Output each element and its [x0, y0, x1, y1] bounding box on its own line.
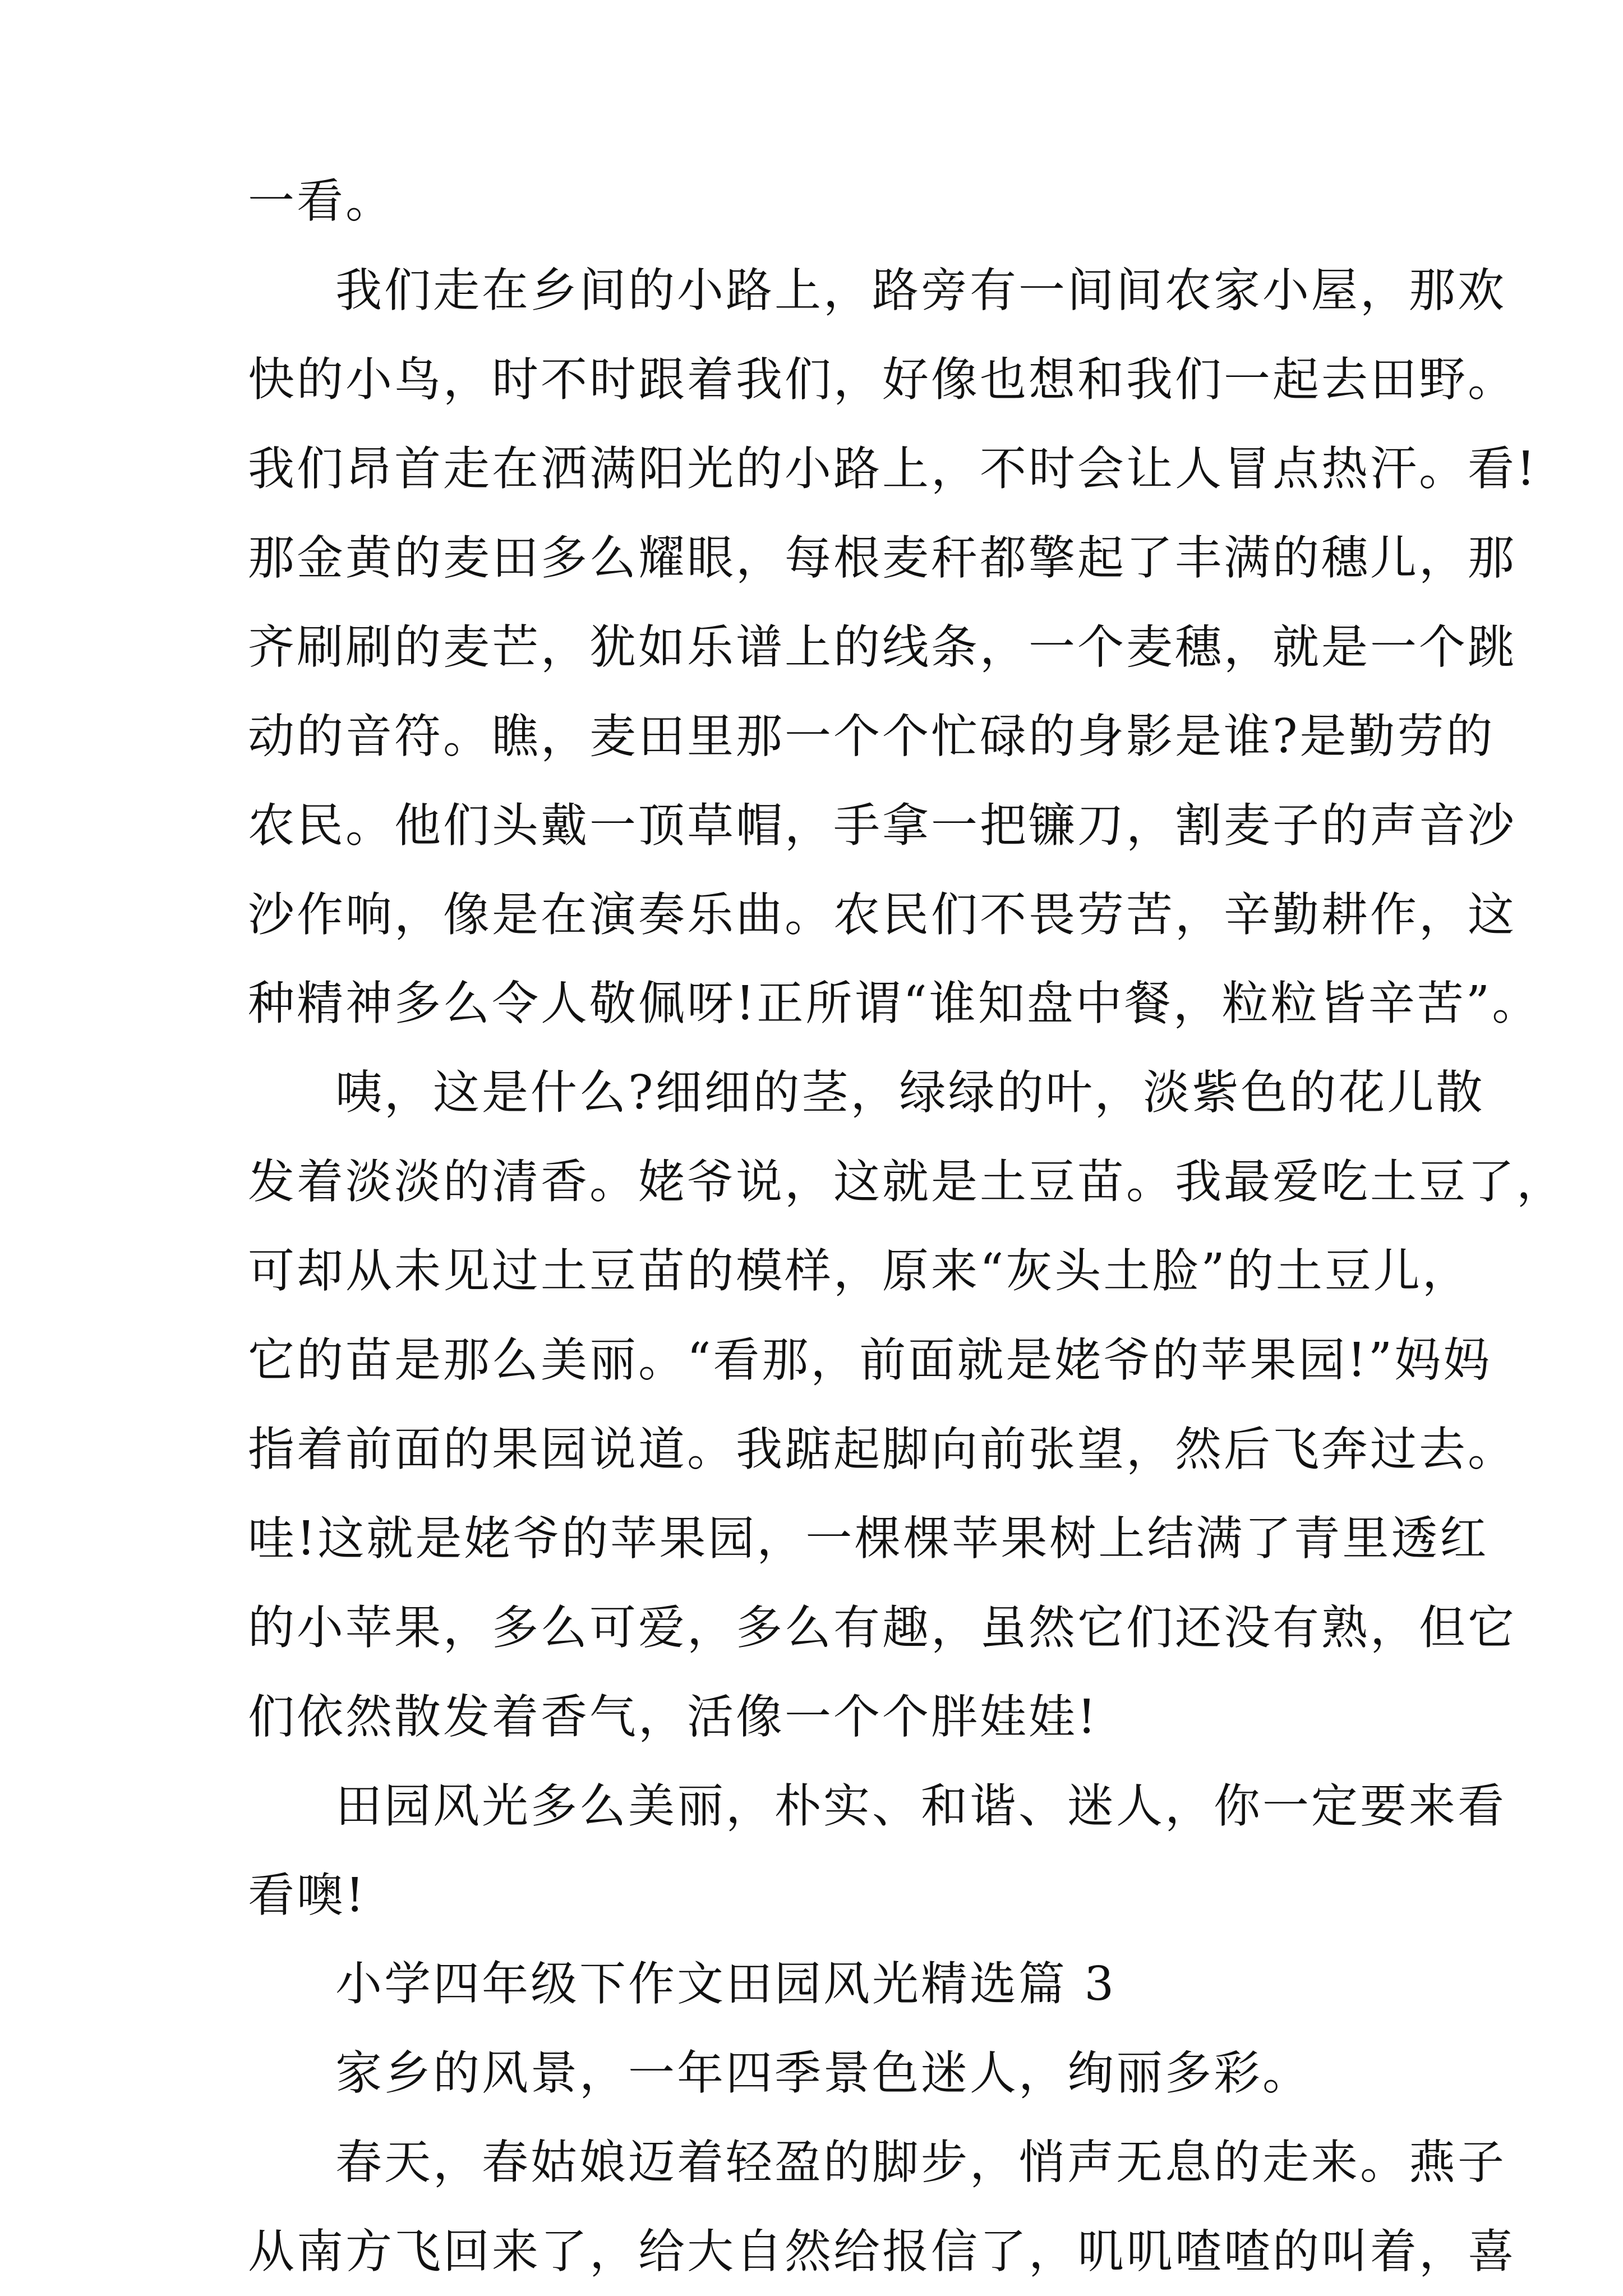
text-line: 那金黄的麦田多么耀眼，每根麦秆都擎起了丰满的穗儿，那: [248, 531, 1516, 585]
text-line: 齐刷刷的麦芒，犹如乐谱上的线条，一个麦穗，就是一个跳: [248, 620, 1516, 674]
text-line: 农民。他们头戴一顶草帽，手拿一把镰刀，割麦子的声音沙: [248, 798, 1516, 853]
text-line: 家乡的风景，一年四季景色迷人，绚丽多彩。: [335, 2046, 1311, 2100]
text-line: 从南方飞回来了，给大自然给报信了，叽叽喳喳的叫着，喜: [248, 2224, 1516, 2279]
text-line: 田园风光多么美丽，朴实、和谐、迷人，你一定要来看: [335, 1779, 1506, 1833]
text-line: 哇!这就是姥爷的苹果园，一棵棵苹果树上结满了青里透红: [248, 1511, 1489, 1566]
text-line: 沙作响，像是在演奏乐曲。农民们不畏劳苦，辛勤耕作，这: [248, 887, 1516, 942]
text-line: 快的小鸟，时不时跟着我们，好像也想和我们一起去田野。: [248, 352, 1516, 407]
text-line: 我们昂首走在洒满阳光的小路上，不时会让人冒点热汗。看!: [248, 441, 1538, 496]
text-line: 发着淡淡的清香。姥爷说，这就是土豆苗。我最爱吃土豆了，: [248, 1154, 1565, 1209]
text-line: 咦，这是什么?细细的茎，绿绿的叶，淡紫色的花儿散: [335, 1065, 1485, 1120]
text-line: 看噢!: [248, 1868, 367, 1922]
text-line: 指着前面的果园说道。我踮起脚向前张望，然后飞奔过去。: [248, 1422, 1516, 1476]
text-line: 动的音符。瞧，麦田里那一个个忙碌的身影是谁?是勤劳的: [248, 709, 1495, 763]
section-heading: 小学四年级下作文田园风光精选篇 3: [335, 1957, 1117, 2011]
text-line: 我们走在乡间的小路上，路旁有一间间农家小屋，那欢: [335, 263, 1506, 318]
text-line: 可却从未见过土豆苗的模样，原来“灰头土脸”的土豆儿，: [248, 1244, 1471, 1298]
text-line: 种精神多么令人敬佩呀!正所谓“谁知盘中餐，粒粒皆辛苦”。: [248, 976, 1541, 1030]
text-line: 一看。: [248, 174, 394, 228]
text-line: 春天，春姑娘迈着轻盈的脚步，悄声无息的走来。燕子: [335, 2135, 1506, 2189]
text-line: 它的苗是那么美丽。“看那，前面就是姥爷的苹果园!”妈妈: [248, 1333, 1492, 1387]
text-line: 的小苹果，多么可爱，多么有趣，虽然它们还没有熟，但它: [248, 1600, 1516, 1655]
text-line: 们依然散发着香气，活像一个个胖娃娃!: [248, 1690, 1099, 1744]
